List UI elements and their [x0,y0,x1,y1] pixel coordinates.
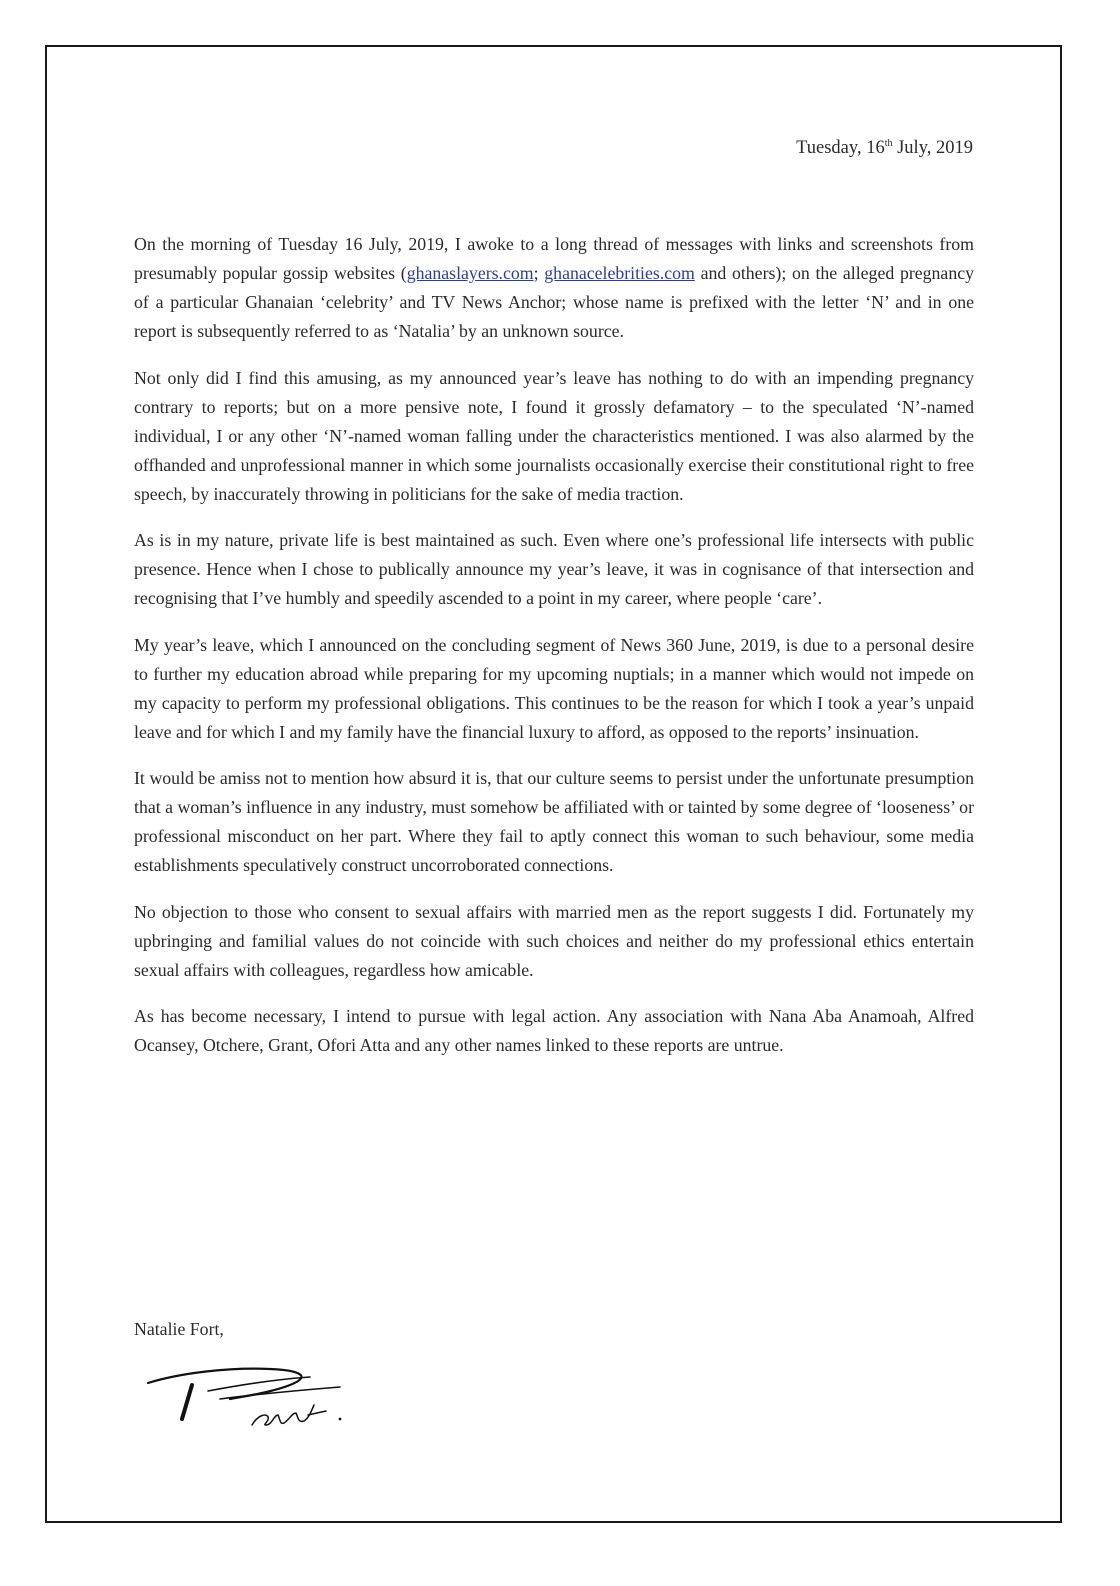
date-day: Tuesday, 16 [796,138,885,158]
paragraph-2: Not only did I find this amusing, as my announced year’s leave has nothing to do with an impending pregnancy contrary to reports; but on a more pensive note, I found it grossly defamatory – to the speculated ‘N’-named individual, I or any other ‘N’-named woman falling under the characteristics mentioned. I was also alarmed by the offhanded and unprofessional manner in which some journalists occasionally exercise their constitutional right to free speech, by inaccurately throwing in politicians for the sake of media traction. [134,367,974,504]
letter-date [796,135,973,161]
paragraph-7: As has become necessary, I intend to pursue with legal action. Any association with Nana Aba Anamoah, Alfred Ocansey, Otchere, Grant, Ofori Atta and any other names linked to these reports are untrue. [134,1006,974,1055]
date-ordinal-suffix: th [884,137,893,149]
paragraph-1-intro: On the morning of Tuesday 16 July, 2019, I awoke to a long thread of messages with links and screenshots from presumably popular gossip websites ( [134,234,974,283]
paragraph-5: It would be amiss not to mention how absurd it is, that our culture seems to persist under the unfortunate presumption that a woman’s influence in any industry, must somehow be affiliated with or tainted by some degree of ‘looseness’ or professional misconduct on her part. Where they fail to aptly connect this woman to such behaviour, some media establishments speculatively construct uncorroborated connections. [134,768,974,875]
paragraph-1-rest: and others); on the alleged pregnancy of a particular Ghanaian ‘celebrity’ and TV News Anchor; whose name is prefixed with the letter ‘N’ and in one report is subsequently referred to as ‘Natalia’ by an unknown source. [134,263,974,341]
ghanacelebrities-link[interactable]: ghanacelebrities.com [544,263,695,283]
link-separator: ; [533,263,545,283]
letter-body [134,230,974,1078]
ghanaslayers-link[interactable]: ghanaslayers.com [406,263,534,283]
paragraph-4: My year’s leave, which I announced on the concluding segment of News 360 June, 2019, is due to a personal desire to further my education abroad while preparing for my upcoming nuptials; in a manner which would not impede on my capacity to perform my professional obligations. This continues to be the reason for which I took a year’s unpaid leave and for which I and my family have the financial luxury to afford, as opposed to the reports’ insinuation. [134,634,974,742]
paragraph-1 [134,230,974,346]
paragraph-3: As is in my nature, private life is best maintained as such. Even where one’s professional life intersects with public presence. Hence when I chose to publically announce my year’s leave, it was in cognisance of that intersection and recognising that I’ve humbly and speedily ascended to a point in my career, where people ‘care’. [134,530,974,608]
closing-signoff: Natalie Fort, [134,1319,224,1339]
handwritten-signature [140,1355,370,1445]
date-month-year: July, 2019 [892,138,973,158]
paragraph-6: No objection to those who consent to sexual affairs with married men as the report suggests I did. Fortunately my upbringing and familial values do not coincide with such choices and neither do my professional ethics entertain sexual affairs with colleagues, regardless how amicable. [134,901,974,980]
